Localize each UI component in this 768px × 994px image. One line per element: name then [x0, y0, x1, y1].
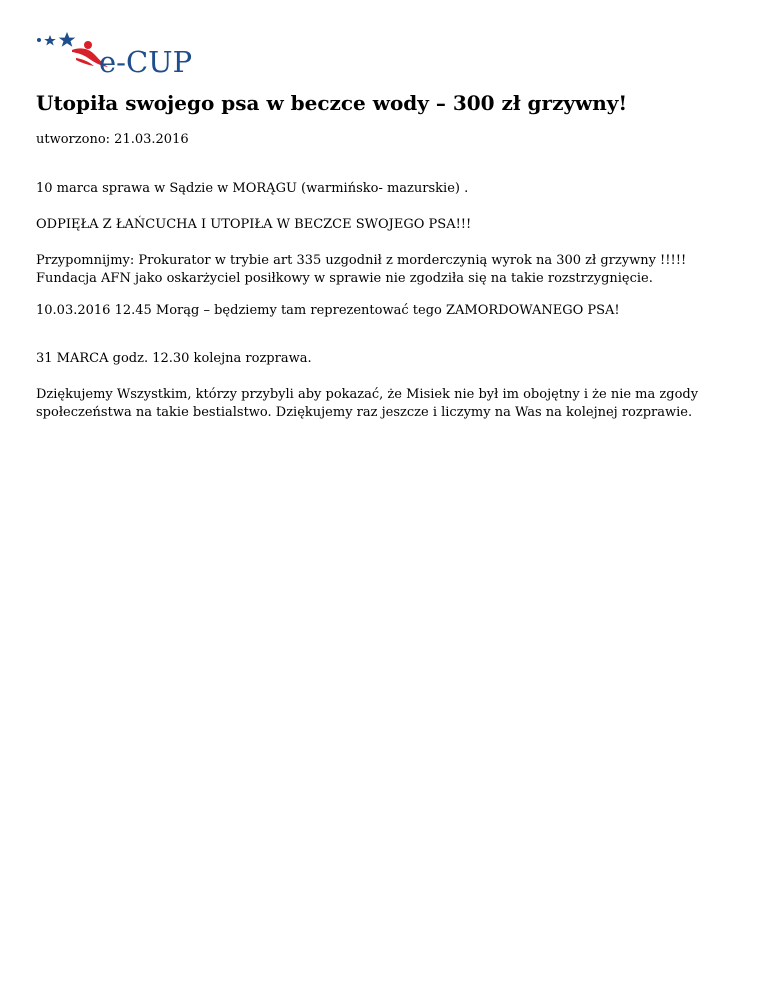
- article-paragraph: ODPIĘŁA Z ŁAŃCUCHA I UTOPIŁA W BECZCE SWOJEGO PSA!!!: [36, 217, 472, 232]
- article-paragraph: 31 MARCA godz. 12.30 kolejna rozprawa.: [36, 351, 312, 366]
- logo-dot-icon: [37, 38, 41, 42]
- created-date: 21.03.2016: [114, 132, 189, 147]
- article-meta: [36, 131, 189, 149]
- logo-text: e-CUP: [99, 45, 193, 79]
- article-paragraph: 10.03.2016 12.45 Morąg – będziemy tam reprezentować tego ZAMORDOWANEGO PSA!: [36, 303, 620, 318]
- page-title: Utopiła swojego psa w beczce wody – 300 zł grzywny!: [36, 91, 628, 115]
- article-paragraph: 10 marca sprawa w Sądzie w MORĄGU (warmińsko- mazurskie) .: [36, 181, 469, 196]
- article-paragraph: Dziękujemy Wszystkim, którzy przybyli aby pokazać, że Misiek nie był im obojętny i że nie ma zgody społeczeństwa na takie bestialstwo. Dziękujemy raz jeszcze i liczymy na Was na kolejnej rozprawie.: [36, 387, 699, 420]
- article-paragraph: Przypomnijmy: Prokurator w trybie art 335 uzgodnił z morderczynią wyrok na 300 zł grzywny !!!!! Fundacja AFN jako oskarżyciel posiłkowy w sprawie nie zgodziła się na takie rozstrzygnięcie.: [36, 253, 687, 286]
- logo-star-large-icon: [59, 32, 76, 47]
- created-label: utworzono:: [36, 132, 111, 147]
- logo-figure-head-icon: [84, 41, 92, 49]
- ecup-logo: [36, 30, 196, 80]
- logo-star-icon: [44, 35, 56, 46]
